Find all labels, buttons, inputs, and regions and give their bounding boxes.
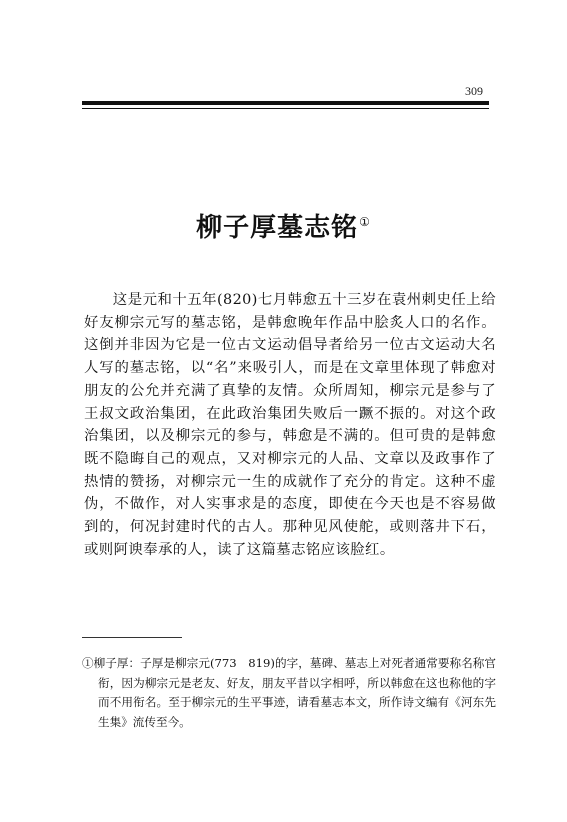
article-body: 这是元和十五年(820)七月韩愈五十三岁在袁州刺史任上给好友柳宗元写的墓志铭，是韩愈晚年作品中脍炙人口的名作。这倒并非因为它是一位古文运动倡导者给另一位古文运动大名人写的墓志铭，以“名”来吸引人，而是在文章里体现了韩愈对朋友的公允并充满了真挚的友情。众所周知，柳宗元是参与了王叔文政治集团，在此政治集团失败后一蹶不振的。对这个政治集团，以及柳宗元的参与，韩愈是不满的。但可贵的是韩愈既不隐晦自己的观点，又对柳宗元的人品、文章以及政事作了热情的赞扬，对柳宗元一生的成就作了充分的肯定。这种不虚伪，不做作，对人实事求是的态度，即使在今天也是不容易做到的，何况封建时代的古人。那种见风使舵，或则落井下石，或则阿谀奉承的人，读了这篇墓志铭应该脸红。 <box>84 292 496 558</box>
page-number: 309 <box>465 84 483 98</box>
header-rule-thin <box>82 108 489 109</box>
article-title-text: 柳子厚墓志铭 <box>196 213 359 243</box>
title-footnote-marker: ① <box>359 215 371 230</box>
footnote-separator <box>82 637 182 638</box>
footnote: ①柳子厚：子厚是柳宗元(773 819)的字，墓碑、墓志上对死者通常要称名称官衔，因为柳宗元是老友、好友，朋友平昔以字相呼，所以韩愈在这也称他的字而不用衔名。至于柳宗元的生平事迹，请看墓志本文，所作诗文编有《河东先生集》流传至今。 <box>82 656 496 729</box>
article-title <box>0 207 567 244</box>
header-rule-thick <box>82 101 489 105</box>
